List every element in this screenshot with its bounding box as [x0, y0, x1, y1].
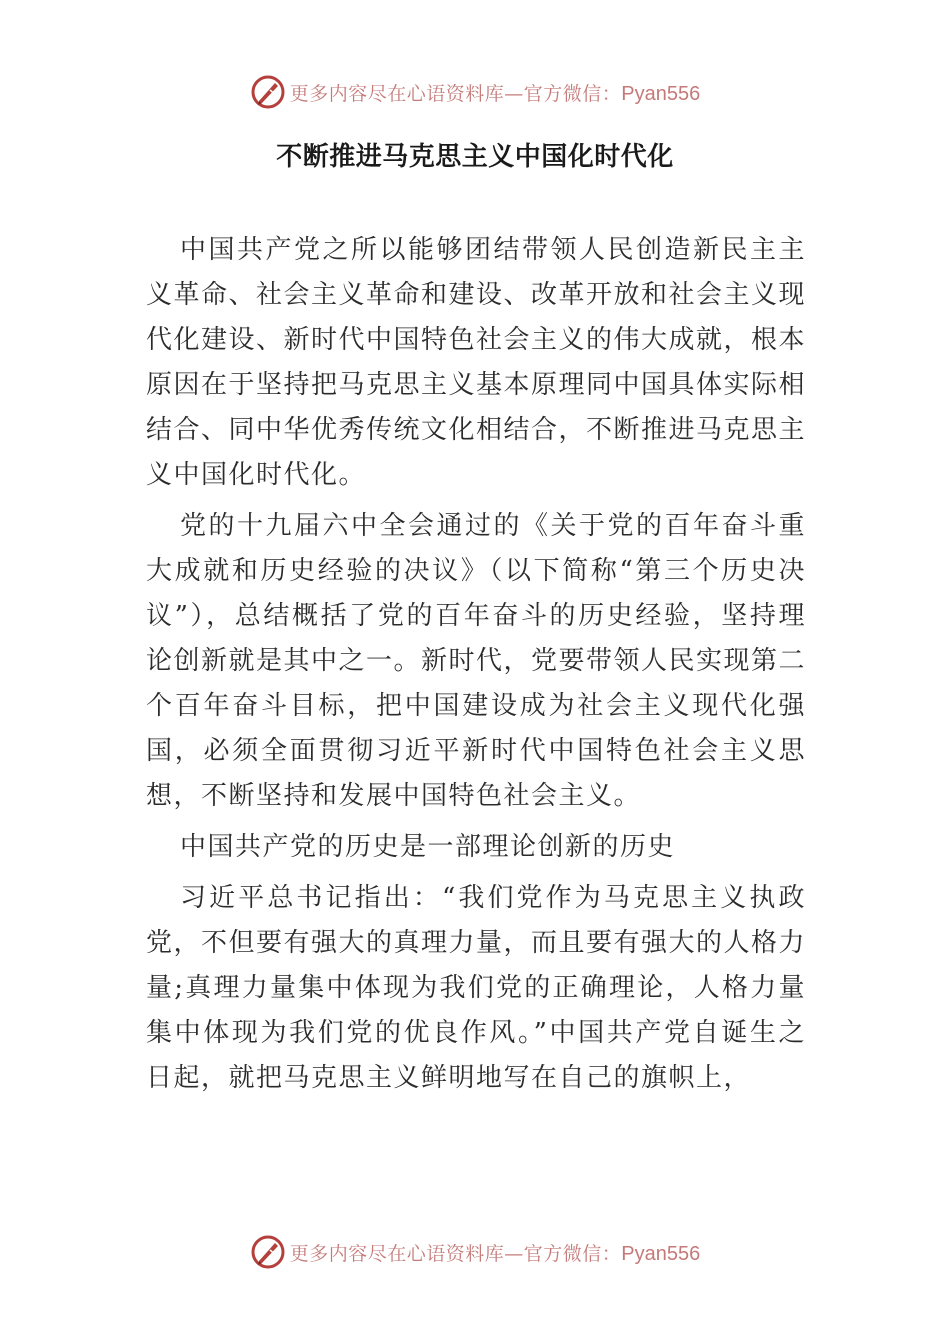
header-watermark-banner [0, 70, 950, 114]
footer-watermark-banner [0, 1230, 950, 1274]
footer-banner-wechat-label: 官方微信： [523, 1242, 622, 1265]
document-title: 不断推进马克思主义中国化时代化 [276, 142, 674, 172]
header-banner-text [290, 79, 701, 106]
paragraph-1: 中国共产党之所以能够团结带领人民创造新民主主义革命、社会主义革命和建设、改革开放和社会主义现代化建设、新时代中国特色社会主义的伟大成就，根本原因在于坚持把马克思主义基本原理同中国具体实际相结合、同中华优秀传统文化相结合，不断推进马克思主义中国化时代化。 [146, 235, 807, 490]
paragraph-2: 党的十九届六中全会通过的《关于党的百年奋斗重大成就和历史经验的决议》（以下简称“第三个历史决议”），总结概括了党的百年奋斗的历史经验，坚持理论创新就是其中之一。新时代，党要带领人民实现第二个百年奋斗目标，把中国建设成为社会主义现代化强国，必须全面贯彻习近平新时代中国特色社会主义思想，不断坚持和发展中国特色社会主义。 [146, 511, 807, 811]
footer-banner-separator: — [504, 1242, 524, 1265]
paragraph-3: 习近平总书记指出：“我们党作为马克思主义执政党，不但要有强大的真理力量，而且要有强大的人格力量;真理力量集中体现为我们党的正确理论，人格力量集中体现为我们党的优良作风。”中国共产党自诞生之日起，就把马克思主义鲜明地写在自己的旗帜上， [146, 883, 807, 1093]
header-banner-wechat-label: 官方微信： [523, 82, 622, 105]
header-banner-main: 更多内容尽在心语资料库 [289, 82, 505, 105]
document-body [146, 228, 806, 1107]
footer-banner-wechat-id: Pyan556 [621, 1242, 701, 1265]
section-heading: 中国共产党的历史是一部理论创新的历史 [180, 832, 676, 862]
footer-banner-main: 更多内容尽在心语资料库 [289, 1242, 505, 1265]
footer-banner-text [290, 1239, 701, 1266]
pen-nib-logo-icon [250, 74, 286, 110]
pen-nib-logo-icon [250, 1234, 286, 1270]
header-banner-wechat-id: Pyan556 [621, 82, 701, 105]
header-banner-separator: — [504, 82, 524, 105]
